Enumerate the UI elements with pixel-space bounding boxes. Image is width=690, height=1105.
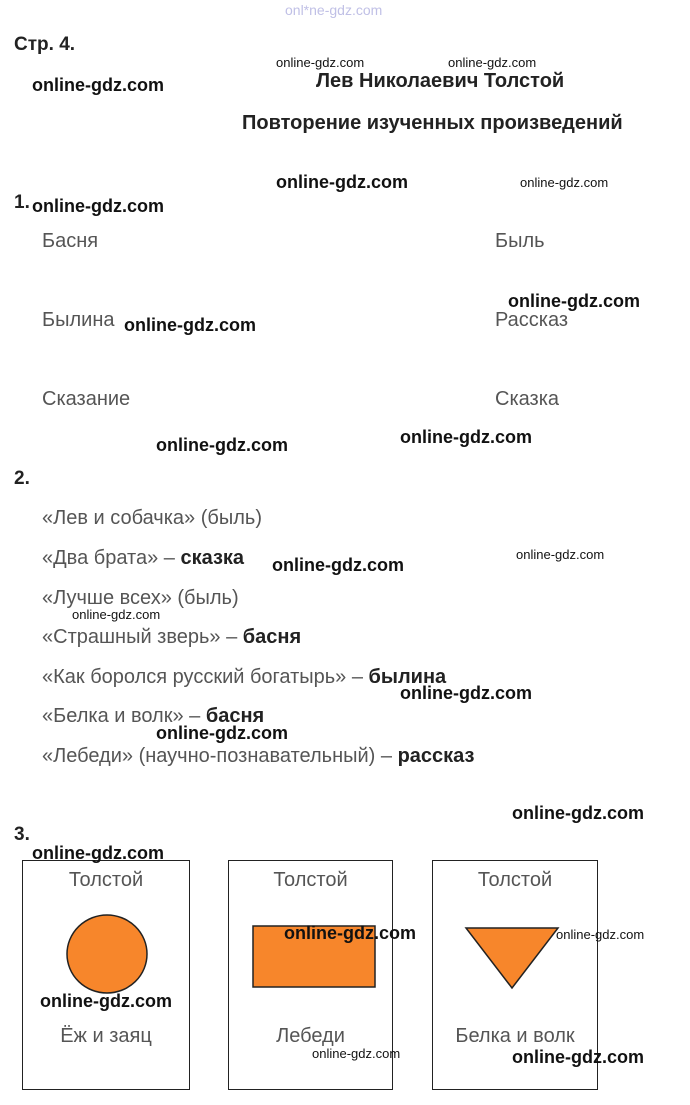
genre-fable: Басня bbox=[42, 230, 99, 252]
work-line bbox=[42, 626, 301, 649]
watermark: online-gdz.com bbox=[508, 291, 640, 311]
card-author: Толстой bbox=[68, 869, 144, 891]
card-author: Толстой bbox=[273, 869, 348, 891]
genre-true-story: Быль bbox=[495, 230, 545, 252]
watermark: online-gdz.com bbox=[400, 427, 532, 447]
watermark: online-gdz.com bbox=[276, 55, 365, 70]
work-title: «Лучше всех» bbox=[42, 587, 172, 609]
task-3-number: 3. bbox=[14, 824, 30, 845]
watermark: online-gdz.com bbox=[276, 172, 408, 192]
watermark: online-gdz.com bbox=[72, 607, 161, 622]
triangle-shape bbox=[464, 927, 560, 991]
work-sep: – bbox=[183, 705, 206, 727]
watermark: online-gdz.com bbox=[32, 196, 164, 216]
work-title: «Лев и собачка» bbox=[42, 507, 196, 529]
work-sep: – bbox=[346, 666, 369, 688]
work-genre: рассказ bbox=[397, 745, 475, 767]
work-line bbox=[42, 666, 446, 689]
card-author: Толстой bbox=[477, 869, 553, 891]
work-sep: – bbox=[158, 547, 181, 569]
book-card-1 bbox=[22, 860, 190, 1090]
genre-fairy-tale: Сказка bbox=[495, 388, 560, 410]
watermark: online-gdz.com bbox=[32, 75, 164, 95]
work-title: «Как боролся русский богатырь» bbox=[42, 666, 347, 688]
watermark: online-gdz.com bbox=[156, 435, 288, 455]
watermark: online-gdz.com bbox=[124, 315, 256, 335]
watermark: online-gdz.com bbox=[512, 803, 644, 823]
watermark: online-gdz.com bbox=[520, 175, 609, 190]
work-title: «Лебеди» (научно-познавательный) bbox=[42, 745, 376, 767]
watermark: online-gdz.com bbox=[556, 927, 645, 942]
work-genre: басня bbox=[242, 626, 302, 648]
work-title: «Два брата» bbox=[42, 547, 159, 569]
watermark: online-gdz.com bbox=[284, 923, 416, 943]
watermark: online-gdz.com bbox=[400, 683, 532, 703]
watermark: online-gdz.com bbox=[516, 547, 605, 562]
task-1-number: 1. bbox=[14, 192, 30, 213]
work-title: «Белка и волк» bbox=[42, 705, 184, 727]
work-sep: – bbox=[375, 745, 398, 767]
task-2-number: 2. bbox=[14, 468, 30, 489]
watermark: online-gdz.com bbox=[32, 843, 164, 863]
watermark: online-gdz.com bbox=[156, 723, 288, 743]
watermark: online-gdz.com bbox=[40, 991, 172, 1011]
author-heading: Лев Николаевич Толстой bbox=[316, 70, 565, 92]
page-label: Стр. 4. bbox=[14, 34, 76, 55]
section-subtitle: Повторение изученных произведений bbox=[242, 112, 623, 134]
work-genre: басня bbox=[205, 705, 265, 727]
work-genre: сказка bbox=[180, 547, 245, 569]
card-title: Белка и волк bbox=[455, 1025, 575, 1047]
watermark-top: onl*ne-gdz.com bbox=[285, 2, 383, 18]
work-title: «Страшный зверь» bbox=[42, 626, 221, 648]
work-genre: былина bbox=[368, 666, 447, 688]
circle-shape bbox=[65, 913, 149, 995]
work-sep: – bbox=[220, 626, 243, 648]
work-line bbox=[42, 745, 474, 768]
watermark: online-gdz.com bbox=[512, 1047, 644, 1067]
work-genre: (быль) bbox=[200, 507, 262, 529]
watermark: online-gdz.com bbox=[272, 555, 404, 575]
card-title: Ёж и заяц bbox=[60, 1025, 152, 1047]
watermark: online-gdz.com bbox=[448, 55, 537, 70]
watermark: online-gdz.com bbox=[312, 1046, 401, 1061]
work-genre: (быль) bbox=[177, 587, 239, 609]
genre-story: Рассказ bbox=[495, 309, 569, 331]
genre-legend: Сказание bbox=[42, 388, 131, 410]
genre-bylina: Былина bbox=[42, 309, 115, 331]
work-line bbox=[42, 547, 244, 570]
work-line bbox=[42, 507, 262, 530]
card-title: Лебеди bbox=[276, 1025, 345, 1047]
